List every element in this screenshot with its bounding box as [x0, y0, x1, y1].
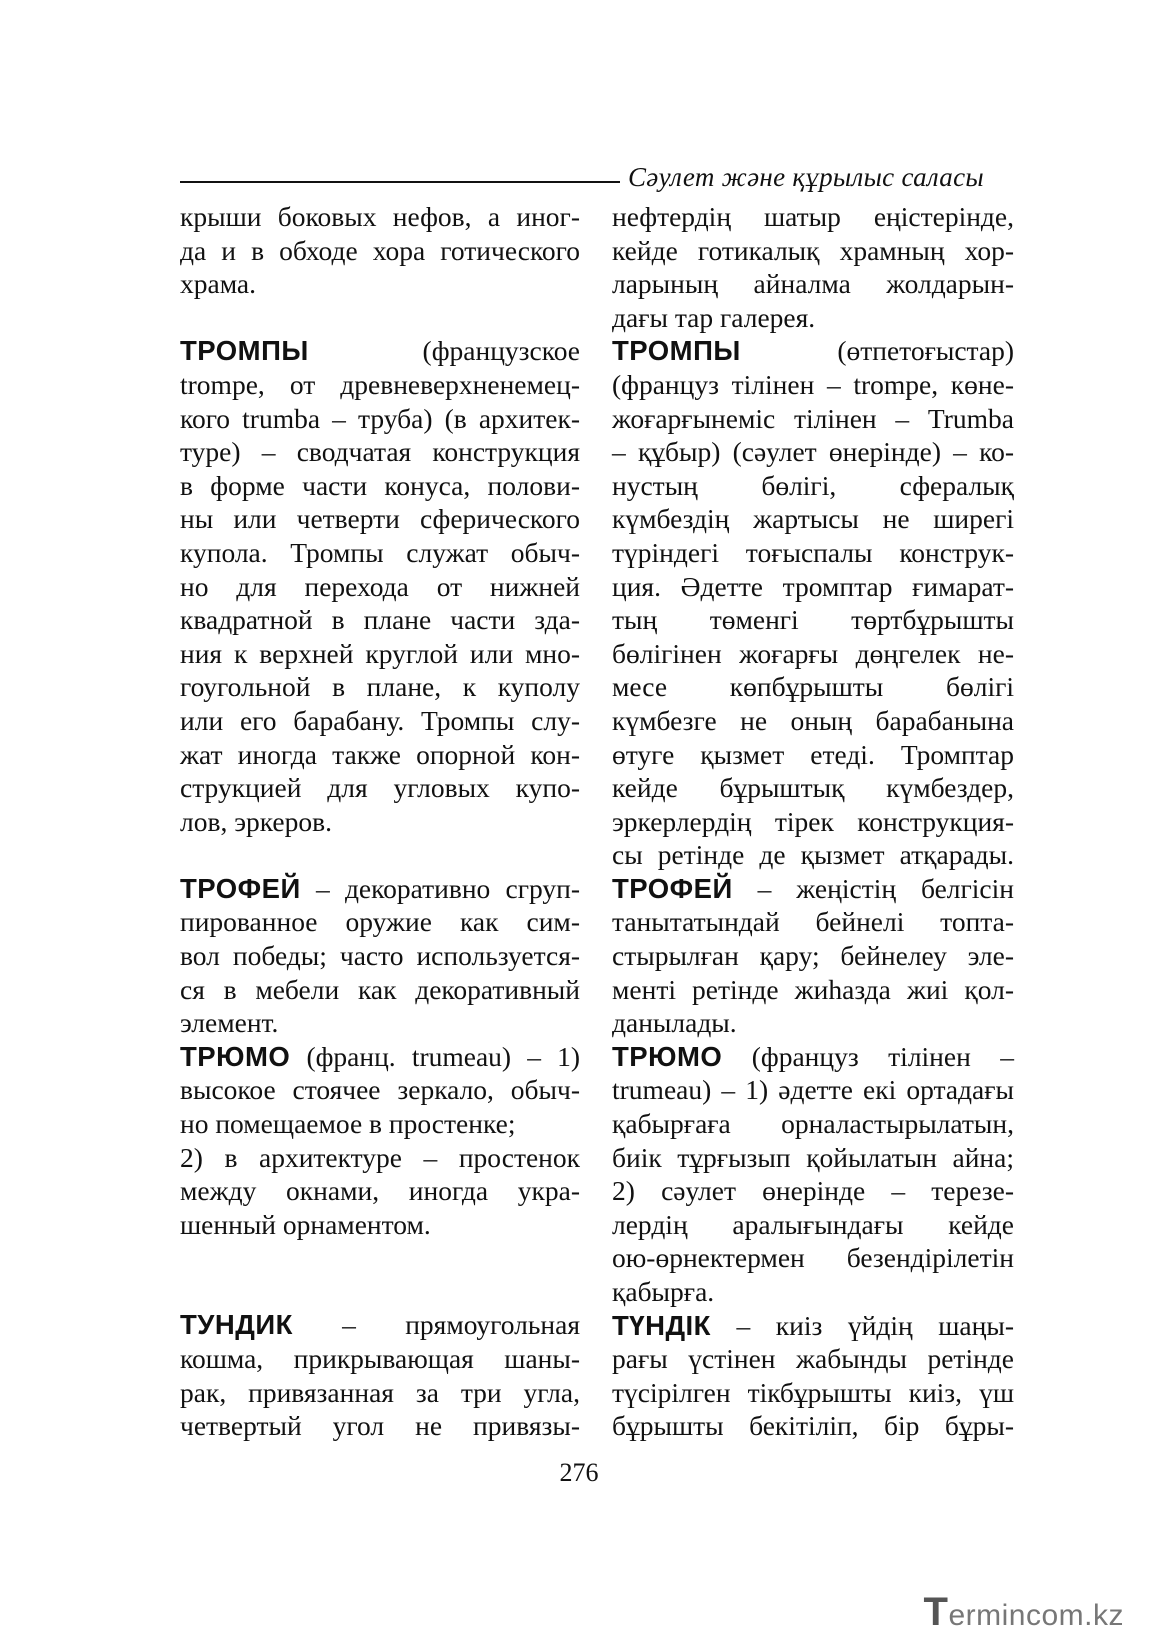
text-line: – құбыр) (сәулет өнерінде) – ко- [612, 436, 1014, 468]
text-line: в форме части конуса, полови- [180, 469, 580, 501]
entry-term: ТРОФЕЙ [180, 872, 301, 904]
entry-heading-line: ТРЮМО (француз тілінен – [612, 1040, 1014, 1072]
text-line: эркерлердің тірек конструкция- [612, 805, 1014, 837]
text-line: күмбезге не оның барабанына [612, 704, 1014, 736]
text-line: биік тұрғызып қойылатын айна; [612, 1141, 1014, 1173]
text-line: түріндегі тоғыспалы конструк- [612, 536, 1014, 568]
text-line: ою-өрнектермен безендірілетін [612, 1242, 1014, 1274]
page-number: 276 [559, 1458, 599, 1487]
text-line: нустың бөлігі, сфералық [612, 469, 1014, 501]
text-line: высокое стоячее зеркало, обыч- [180, 1074, 580, 1106]
text-line: рак, привязанная за три угла, [180, 1376, 580, 1408]
text-line: четвертый угол не привязы- [180, 1410, 580, 1442]
entry-heading-line: ТУНДИК – прямоугольная [180, 1309, 580, 1341]
text-line: купола. Тромпы служат обыч- [180, 536, 580, 568]
text-line: тың төменгі төртбұрышты [612, 604, 1014, 636]
entry-heading-line: ТРЮМО (франц. trumeau) – 1) [180, 1040, 580, 1072]
text-line: 2) в архитектуре – простенок [180, 1141, 580, 1173]
entry-term: ТРОФЕЙ [612, 872, 733, 904]
text-line: trumeau) – 1) әдетте екі ортадағы [612, 1074, 1014, 1106]
text-line: бұрышты бекітіліп, бір бұры- [612, 1410, 1014, 1442]
entry-heading-line: ТРОФЕЙ – жеңістің белгісін [612, 872, 1014, 904]
text-line: қабырғаға орналастырылатын, [612, 1108, 1014, 1140]
text-line: менті ретінде жиһазда жиі қол- [612, 973, 1014, 1005]
text-line: гоугольной в плане, к куполу [180, 671, 580, 703]
text-line: струкцией для угловых купо- [180, 772, 580, 804]
entry-term: ТУНДИК [180, 1309, 293, 1341]
entry-heading-line: ТРОМПЫ (французское [180, 335, 580, 367]
text-line: (француз тілінен – trompe, көне- [612, 368, 1014, 400]
text-line: түсірілген тікбұрышты киіз, үш [612, 1376, 1014, 1408]
entry-term: ТРЮМО [612, 1040, 723, 1072]
text-line: trompe, от древневерхненемец- [180, 368, 580, 400]
text-line: ния к верхней круглой или мно- [180, 637, 580, 669]
entry-term: ТҮНДІК [612, 1309, 711, 1341]
text-line: ся в мебели как декоративный [180, 973, 580, 1005]
left-column-russian [180, 200, 580, 1443]
header-rule [180, 181, 620, 183]
text-line: күмбездің жартысы не ширегі [612, 503, 1014, 535]
text-line: но помещаемое в простенке; [180, 1108, 516, 1140]
text-line: кейде бұрыштық күмбездер, [612, 772, 1014, 804]
text-line: кейде готикалық храмның хор- [612, 234, 1014, 266]
entry-heading-line: ТҮНДІК – киіз үйдің шаңы- [612, 1309, 1014, 1341]
entry-term: ТРОМПЫ [612, 335, 741, 367]
text-line: ция. Әдетте тромптар ғимарат- [612, 570, 1014, 602]
text-line: 2) сәулет өнерінде – терезе- [612, 1175, 1014, 1207]
text-line: да и в обходе хора готического [180, 234, 580, 266]
text-line: қабырға. [612, 1276, 715, 1307]
text-line: сы ретінде де қызмет атқарады. [612, 839, 1014, 871]
text-line: өтуге қызмет етеді. Тромптар [612, 738, 1014, 770]
termincom-logo: Termincom.kz [923, 1590, 1124, 1634]
text-line: кого trumba – труба) (в архитек- [180, 402, 580, 434]
text-line: стырылған қару; бейнелеу эле- [612, 940, 1014, 972]
text-line: данылады. [612, 1007, 737, 1039]
text-line: между окнами, иногда укра- [180, 1175, 580, 1207]
text-line: кошма, прикрывающая шаны- [180, 1343, 580, 1374]
entry-term: ТРОМПЫ [180, 335, 309, 367]
entry-heading-line: ТРОФЕЙ – декоративно сгруп- [180, 872, 580, 904]
text-line: но для перехода от нижней [180, 570, 580, 602]
text-line: пированное оружие как сим- [180, 906, 580, 938]
text-line: лердің аралығындағы кейде [612, 1208, 1014, 1240]
text-line: нефтердің шатыр еңістерінде, [612, 201, 1014, 232]
text-line: храма. [180, 268, 257, 300]
paragraph-spacer [180, 838, 580, 872]
text-line: квадратной в плане части зда- [180, 604, 580, 636]
entry-term: ТРЮМО [180, 1040, 291, 1072]
text-line: крыши боковых нефов, а иног- [180, 201, 580, 232]
entry-heading-line: ТРОМПЫ (өтпетоғыстар) [612, 335, 1014, 367]
text-line: элемент. [180, 1007, 279, 1039]
text-line: месе көпбұрышты бөлігі [612, 671, 1014, 703]
text-line: вол победы; часто используется- [180, 940, 580, 972]
text-line: шенный орнаментом. [180, 1208, 431, 1240]
text-line: туре) – сводчатая конструкция [180, 436, 580, 468]
text-line: лов, эркеров. [180, 805, 333, 837]
text-line: или его барабану. Тромпы слу- [180, 704, 580, 736]
running-header: Сәулет және құрылыс саласы [628, 162, 984, 192]
paragraph-spacer [180, 1241, 580, 1308]
text-line: рағы үстінен жабынды ретінде [612, 1343, 1014, 1375]
text-line: ны или четверти сферического [180, 503, 580, 535]
text-line: жоғарғынеміс тілінен – Trumba [612, 402, 1014, 434]
paragraph-spacer [180, 301, 580, 335]
text-line: бөлігінен жоғарғы дөңгелек не- [612, 637, 1014, 669]
text-line: танытатындай бейнелі топта- [612, 906, 1014, 938]
text-line: жат иногда также опорной кон- [180, 738, 580, 770]
text-line: ларының айналма жолдарын- [612, 268, 1014, 300]
text-line: дағы тар галерея. [612, 301, 816, 333]
right-column-kazakh [612, 200, 1014, 1443]
